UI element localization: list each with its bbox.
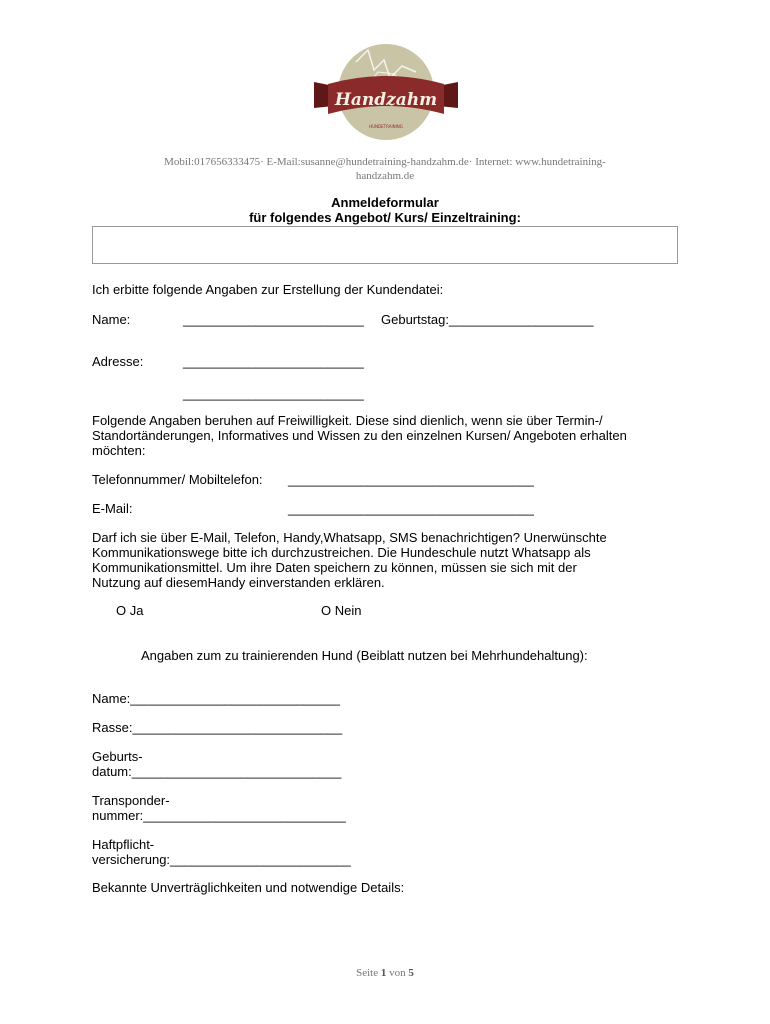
contact-line-2: handzahm.de (355, 170, 415, 182)
consent-line: Kommunikationswege bitte ich durchzustreichen. Die Hundeschule nutzt Whatsapp als (92, 545, 591, 560)
address-label: Adresse: (92, 354, 144, 369)
intro-text: Ich erbitte folgende Angaben zur Erstellung der Kundendatei: (92, 282, 444, 297)
footer-page: 1 (380, 967, 387, 979)
name-field[interactable]: _________________________ (183, 312, 364, 327)
email-field[interactable]: __________________________________ (288, 501, 534, 516)
handzahm-logo (312, 42, 460, 142)
dog-chip-label: Transponder- (92, 793, 170, 808)
voluntary-paragraph (92, 413, 692, 458)
address-field-2[interactable]: _________________________ (183, 386, 364, 401)
dog-insurance-label: Haftpflicht- (92, 837, 155, 852)
page-footer (0, 966, 770, 981)
address-field-1[interactable]: _________________________ (183, 354, 364, 369)
phone-field[interactable]: __________________________________ (288, 472, 534, 487)
footer-middle: von (389, 967, 406, 979)
form-heading (92, 195, 678, 225)
option-no[interactable]: O Nein (321, 603, 362, 618)
footer-prefix: Seite (356, 967, 379, 979)
form-subtitle: für folgendes Angebot/ Kurs/ Einzeltraining: (249, 210, 521, 225)
logo-subtext: HUNDETRAINING (369, 124, 403, 129)
form-title: Anmeldeformular (331, 195, 439, 210)
dog-chip-field[interactable]: nummer:____________________________ (92, 808, 346, 823)
consent-line: Darf ich sie über E-Mail, Telefon, Handy,Whatsapp, SMS benachrichtigen? Unerwünschte (92, 530, 607, 545)
voluntary-line: möchten: (92, 443, 146, 458)
offer-input-box[interactable] (92, 226, 678, 264)
dog-name-field[interactable]: Name:_____________________________ (92, 691, 340, 706)
birthday-field[interactable]: Geburtstag:____________________ (381, 312, 594, 327)
voluntary-line: Standortänderungen, Informatives und Wissen zu den einzelnen Kursen/ Angeboten erhalten (92, 428, 627, 443)
contact-info (95, 155, 675, 183)
dog-birth-field[interactable]: datum:_____________________________ (92, 764, 342, 779)
logo-text: Handzahm (334, 90, 438, 110)
dog-section-heading: Angaben zum zu trainierenden Hund (Beiblatt nutzen bei Mehrhundehaltung): (141, 648, 588, 663)
contact-line-1: Mobil:017656333475· E-Mail:susanne@hundetraining-handzahm.de· Internet: www.hundetraining- (164, 156, 606, 168)
consent-line: Nutzung auf diesemHandy einverstanden erklären. (92, 575, 385, 590)
email-label: E-Mail: (92, 501, 133, 516)
footer-total: 5 (408, 967, 414, 979)
consent-paragraph (92, 530, 692, 590)
phone-label: Telefonnummer/ Mobiltelefon: (92, 472, 263, 487)
incompatibilities-label: Bekannte Unverträglichkeiten und notwendige Details: (92, 880, 405, 895)
option-yes[interactable]: O Ja (116, 603, 144, 618)
name-label: Name: (92, 312, 131, 327)
dog-insurance-field[interactable]: versicherung:_________________________ (92, 852, 351, 867)
voluntary-line: Folgende Angaben beruhen auf Freiwilligkeit. Diese sind dienlich, wenn sie über Termin-/ (92, 413, 603, 428)
dog-breed-field[interactable]: Rasse:_____________________________ (92, 720, 343, 735)
dog-birth-label: Geburts- (92, 749, 143, 764)
consent-line: Kommunikationsmittel. Um ihre Daten speichern zu können, müssen sie sich mit der (92, 560, 577, 575)
